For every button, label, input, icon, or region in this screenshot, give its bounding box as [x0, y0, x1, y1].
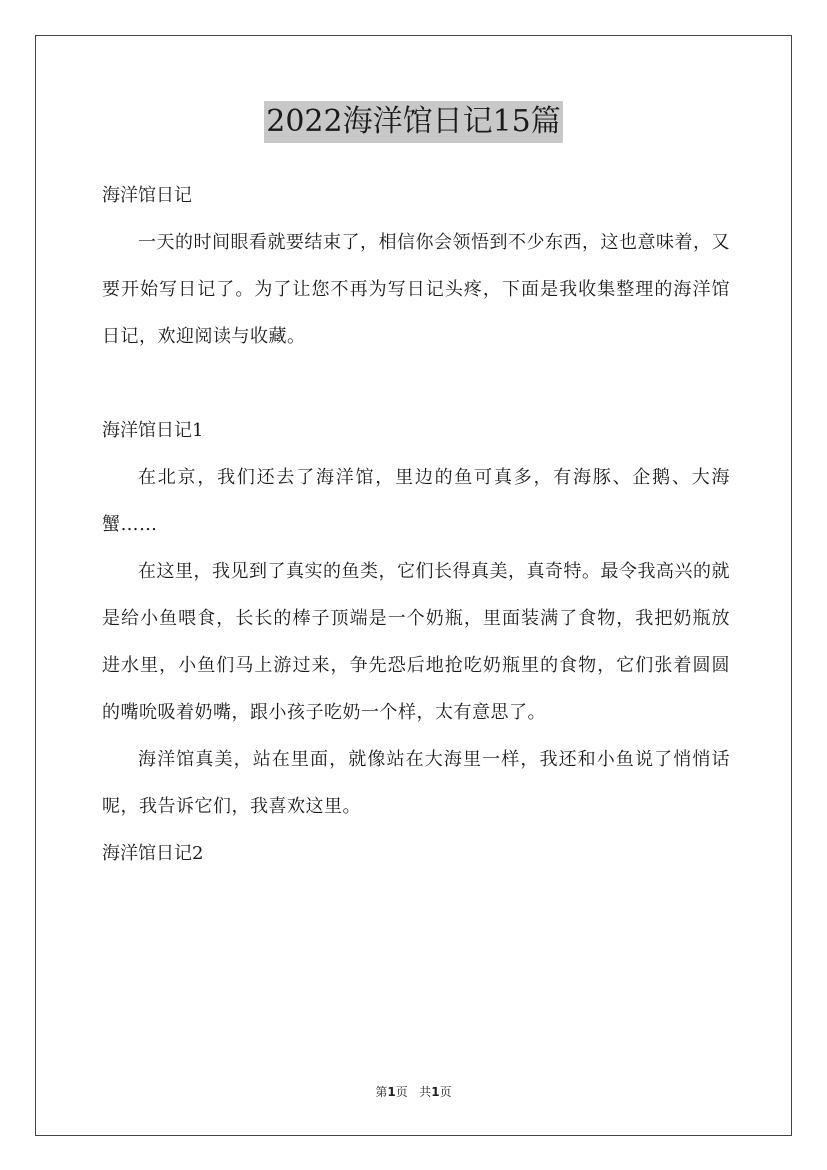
- document-body: [102, 172, 730, 877]
- total-pages: 1: [431, 1085, 440, 1099]
- page-number: 1: [387, 1085, 396, 1099]
- paragraph: 一天的时间眼看就要结束了，相信你会领悟到不少东西，这也意味着，又要开始写日记了。为了让您不再为写日记头疼，下面是我收集整理的海洋馆日记，欢迎阅读与收藏。: [102, 232, 730, 347]
- page-prefix: 第: [375, 1085, 388, 1099]
- page-suffix: 页: [395, 1085, 408, 1099]
- title-container: [0, 101, 827, 143]
- section-heading: 海洋馆日记1: [102, 420, 204, 441]
- blank-line: [102, 360, 730, 407]
- total-prefix: 共: [419, 1085, 432, 1099]
- section-heading: 海洋馆日记: [102, 185, 192, 206]
- paragraph: 在北京，我们还去了海洋馆，里边的鱼可真多，有海豚、企鹅、大海蟹……: [102, 467, 730, 535]
- paragraph: 在这里，我见到了真实的鱼类，它们长得真美，真奇特。最令我高兴的就是给小鱼喂食，长长的棒子顶端是一个奶瓶，里面装满了食物，我把奶瓶放进水里，小鱼们马上游过来，争先恐后地抢吃奶瓶里的食物，它们张着圆圆的嘴吮吸着奶嘴，跟小孩子吃奶一个样，太有意思了。: [102, 561, 730, 723]
- section-heading: 海洋馆日记2: [102, 843, 204, 864]
- paragraph: 海洋馆真美，站在里面，就像站在大海里一样，我还和小鱼说了悄悄话呢，我告诉它们，我喜欢这里。: [102, 749, 730, 817]
- page-footer: [0, 1083, 827, 1100]
- document-title: 2022海洋馆日记15篇: [264, 101, 563, 143]
- total-suffix: 页: [439, 1085, 452, 1099]
